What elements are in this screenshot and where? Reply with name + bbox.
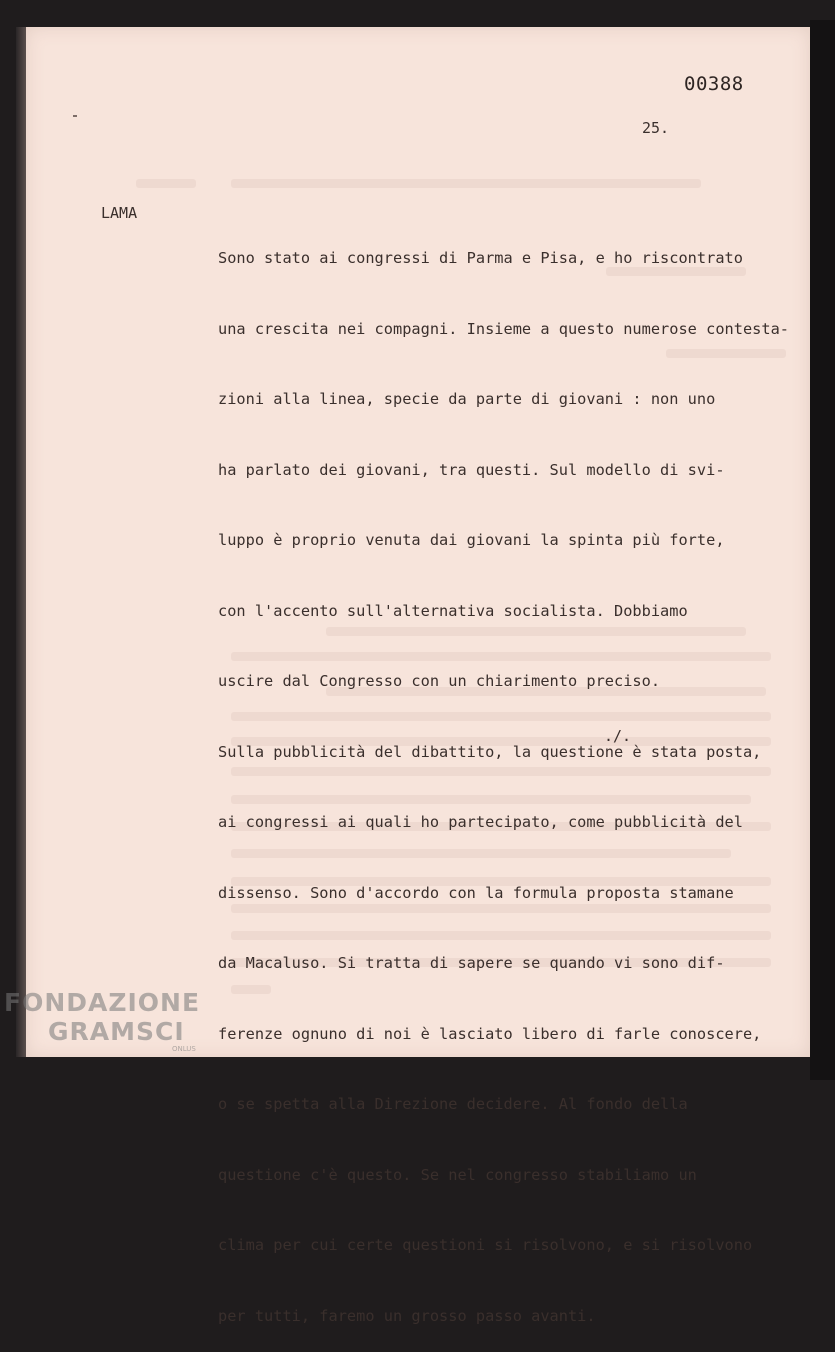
text-line: dissenso. Sono d'accordo con la formula proposta stamane [218, 883, 734, 902]
document-number: 00388 [684, 73, 744, 95]
page-left-edge [16, 27, 26, 1057]
text-line: Sulla pubblicità del dibattito, la questione è stata posta, [218, 742, 762, 761]
text-line: una crescita nei compagni. Insieme a questo numerose contesta- [218, 319, 789, 338]
text-line: ferenze ognuno di noi è lasciato libero di farle conoscere, [218, 1024, 762, 1043]
speaker-name: LAMA [101, 204, 138, 222]
speech-text [218, 200, 803, 1352]
text-line: ai congressi ai quali ho partecipato, come pubblicità del [218, 813, 743, 831]
text-line: o se spetta alla Direzione decidere. Al fondo della [218, 1095, 688, 1113]
continuation-mark: ./. [604, 727, 632, 745]
text-line: per tutti, faremo un grosso passo avanti. [218, 1306, 596, 1325]
text-line: uscire dal Congresso con un chiarimento preciso. [218, 672, 661, 690]
text-line: ha parlato dei giovani, tra questi. Sul modello di svi- [218, 460, 725, 479]
text-line: luppo è proprio venuta dai giovani la spinta più forte, [218, 531, 725, 549]
watermark-line1: FONDAZIONE [4, 988, 201, 1017]
text-line: da Macaluso. Si tratta di sapere se quando vi sono dif- [218, 954, 725, 972]
text-line: Sono stato ai congressi di Parma e Pisa, e ho riscontrato [218, 249, 743, 267]
background-right [810, 20, 835, 1080]
ink-speck [73, 115, 77, 117]
text-line: clima per cui certe questioni si risolvono, e si risolvono [218, 1236, 753, 1254]
fondazione-gramsci-watermark [4, 990, 200, 1053]
text-line: questione c'è questo. Se nel congresso stabiliamo un [218, 1165, 697, 1184]
watermark-sub: ONLUS [172, 1045, 196, 1053]
watermark-line2: GRAMSCI [48, 1017, 185, 1046]
text-line: con l'accento sull'alternativa socialista. Dobbiamo [218, 601, 688, 620]
text-line: zioni alla linea, specie da parte di giovani : non uno [218, 390, 716, 408]
page-number: 25. [642, 119, 670, 137]
